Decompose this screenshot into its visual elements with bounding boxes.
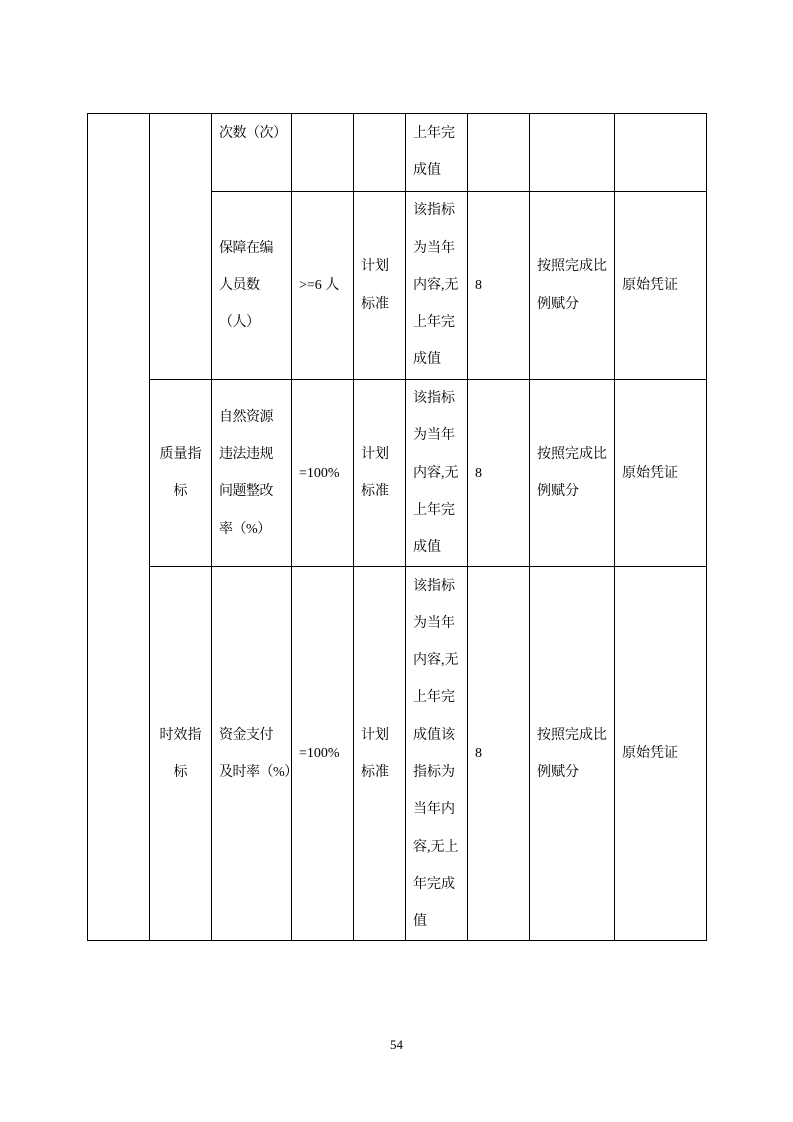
explanation-cell: 上年完 成值 bbox=[406, 114, 468, 192]
scoring-method-cell: 按照完成比 例赋分 bbox=[530, 380, 615, 567]
table-row bbox=[88, 114, 707, 192]
evidence-cell: 原始凭证 bbox=[615, 380, 707, 567]
evidence-cell: 原始凭证 bbox=[615, 192, 707, 380]
score-cell: 8 bbox=[468, 192, 530, 380]
score-cell bbox=[468, 114, 530, 192]
indicator-name-cell: 保障在编 人员数 （人） bbox=[212, 192, 292, 380]
value-basis-cell bbox=[354, 114, 406, 192]
subcategory-cell: 时效指 标 bbox=[150, 567, 212, 941]
evidence-cell: 原始凭证 bbox=[615, 567, 707, 941]
explanation-cell: 该指标 为当年 内容,无 上年完 成值 bbox=[406, 380, 468, 567]
table-row bbox=[88, 567, 707, 941]
value-basis-cell: 计划 标准 bbox=[354, 380, 406, 567]
category-cell bbox=[88, 114, 150, 941]
scoring-method-cell: 按照完成比 例赋分 bbox=[530, 192, 615, 380]
score-cell: 8 bbox=[468, 380, 530, 567]
scoring-method-cell: 按照完成比 例赋分 bbox=[530, 567, 615, 941]
indicator-name-cell: 自然资源 违法违规 问题整改 率（%） bbox=[212, 380, 292, 567]
table-row bbox=[88, 380, 707, 567]
subcategory-cell bbox=[150, 114, 212, 380]
target-value-cell: >=6 人 bbox=[292, 192, 354, 380]
target-value-cell: =100% bbox=[292, 567, 354, 941]
score-cell: 8 bbox=[468, 567, 530, 941]
page-number: 54 bbox=[390, 1037, 403, 1052]
value-basis-cell: 计划 标准 bbox=[354, 567, 406, 941]
target-value-cell: =100% bbox=[292, 380, 354, 567]
indicator-table bbox=[87, 113, 707, 941]
target-value-cell bbox=[292, 114, 354, 192]
evidence-cell bbox=[615, 114, 707, 192]
indicator-name-cell: 次数（次） bbox=[212, 114, 292, 192]
value-basis-cell: 计划 标准 bbox=[354, 192, 406, 380]
explanation-cell: 该指标 为当年 内容,无 上年完 成值该 指标为 当年内 容,无上 年完成 值 bbox=[406, 567, 468, 941]
subcategory-cell: 质量指 标 bbox=[150, 380, 212, 567]
scoring-method-cell bbox=[530, 114, 615, 192]
indicator-name-cell: 资金支付 及时率（%） bbox=[212, 567, 292, 941]
explanation-cell: 该指标 为当年 内容,无 上年完 成值 bbox=[406, 192, 468, 380]
